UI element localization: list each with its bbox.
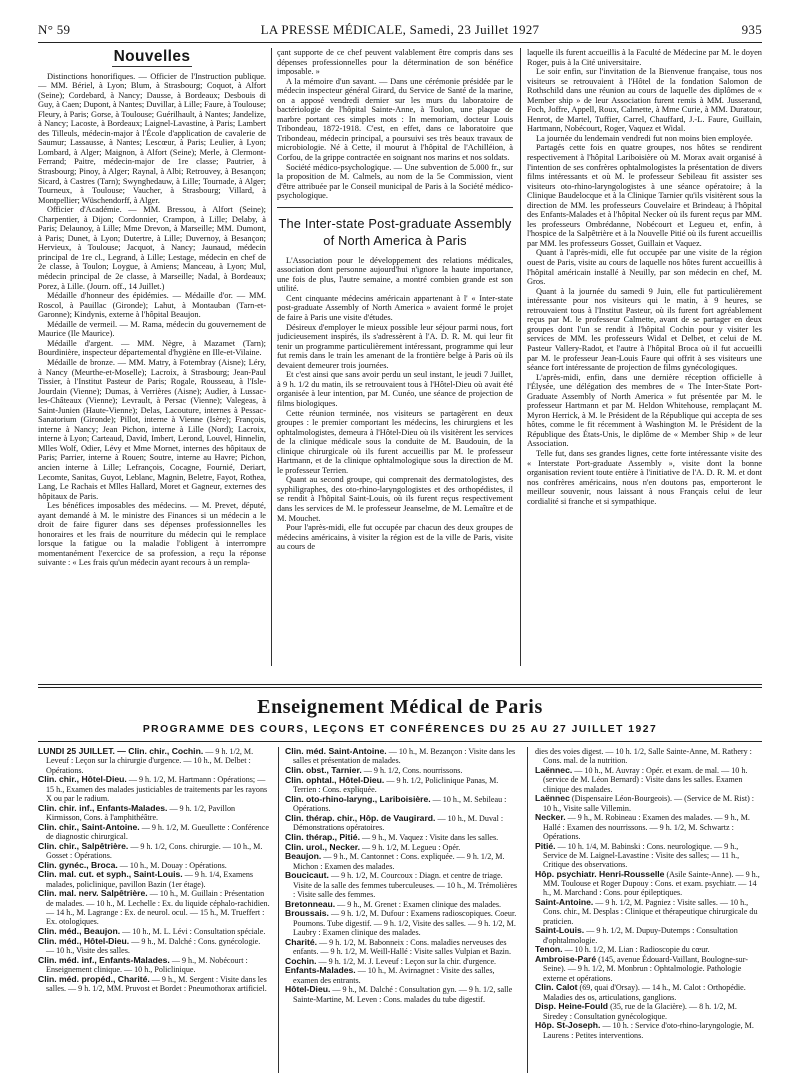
paragraph-societe-medico-psychologique: Société médico-psychologique. — Une subvention de 5.000 fr., sur la proposition de M. Calmels, au nom de la 5e Commission, vient d'être attribuée par le Conseil municipal de Paris à la Société médico-psychologique. [277, 162, 513, 201]
schedule-entry [285, 909, 520, 937]
course-details: — 9 h. 1/2, M. Courcoux : Diagn. et centre de triage. Visite de la salle des femmes tuberculeuses. — 10 h., M. Trémolières : Visite salle des femmes. [293, 871, 518, 899]
schedule-entry [38, 975, 270, 994]
course-details: — 9 h. 1/2, M. Gueullette : Conférence de diagnostic chirurgical. [46, 822, 269, 841]
column-divider [278, 747, 279, 1073]
course-name: Clin. Calot [535, 982, 578, 993]
schedule-entry [38, 870, 270, 889]
course-name: Clin. urol., Necker. [285, 841, 360, 852]
course-details: — 9 h., M. Cantonnet : Cons. expliquée. — 9 h. 1/2, M. Michon : Examen des malades. [293, 852, 505, 871]
course-details: — 9 h. 1/2, M. Dupuy-Dutemps : Consultation d'ophtalmologie. [543, 926, 738, 945]
schedule-column-1 [38, 747, 270, 1073]
course-name: Cochin. [285, 955, 317, 966]
section-rule [38, 741, 762, 742]
schedule-entry [535, 766, 762, 794]
course-name: Clin. méd. Saint-Antoine. [285, 747, 387, 756]
course-details: — 9 h. 1/2, Cons. chirurgie. — 10 h., M. Gosset : Opérations. [46, 841, 263, 860]
schedule-entry [285, 938, 520, 957]
course-name: Clin. obst., Tarnier. [285, 765, 362, 775]
course-name: Clin. chir., Saint-Antoine. [38, 821, 140, 832]
course-name: Hôp. St-Joseph. [535, 1020, 601, 1031]
schedule-entry [535, 1021, 762, 1040]
course-details: dies des voies digest. — 10 h. 1/2, Salle Sainte-Anne, M. Rathery : Cons. mal. de la nutrition. [535, 747, 752, 766]
paragraph-continued: çant supporte de ce chef peuvent valablement être compris dans ses dépenses professionnelles pour la détermination de son bénéfice imposable. » [277, 48, 513, 77]
paragraph-benefices: Les bénéfices imposables des médecins. — M. Prevet, député, ayant demandé à M. le ministre des Finances si un médecin a le droit de faire figurer dans ses dépenses professionnelles les honoraires et les frais de nourriture du médecin qui le remplace lorsque la fatigue ou la maladie l'obligent à interrompre momentanément l'exercice de sa profession, a reçu la réponse suivante : « Les frais qu'un médecin ayant recours à un rempla- [38, 501, 266, 568]
course-name: Clin. thérap., Pitié. [285, 831, 360, 842]
paragraph-article: Le soir enfin, sur l'invitation de la Bienvenue française, tous nos visiteurs se retrouvaient à l'Hôtel de la fondation Salomon de Rothschild dans une réunion au cours de laquelle des diplômes de « Member ship » de leur Association furent remis à MM. Jusserand, Foch, Joffre, Appell, Roux, Calmette, à Mme Curie, à MM. Duratour, Henrot, de Martel, Tuffier, Carrel, Chauffard, J.-L. Faure, Guillain, Hartmann, Nobécourt, Roger, Vaquez et Widal. [527, 67, 762, 134]
schedule-entry [38, 747, 270, 775]
section-title-nouvelles: Nouvelles [113, 48, 191, 65]
paragraph-article: La journée du lendemain vendredi fut non moins bien employée. [536, 133, 753, 143]
course-name: Hôp. psychiatr. Henri-Rousselle [535, 868, 665, 879]
course-details: — 9 h., M. Sergent : Visite dans les salles. — 9 h. 1/2, MM. Pruvost et Bordet : Pneumothorax artificiel. [46, 974, 267, 993]
course-details: — 9 h. 1/2, M. Hartmann : Opérations; — 15 h., Examen des malades justiciables de traitements par les rayons X ou par le radium. [46, 775, 268, 803]
column-divider [271, 48, 272, 666]
course-name: Broussais. [285, 908, 329, 919]
schedule-entry [285, 966, 520, 985]
paragraph-article: Désireux d'employer le mieux possible leur séjour parmi nous, fort judicieusement inspirés, ils s'adressèrent à l'A. D. R. M. qui leur fit tenir un programme particulièrement intéressant, programme qui leur fut remis dans le train les amenant de la frontière belge à Paris où ils devaient demeurer trois journées. [277, 322, 513, 370]
course-details: (35, rue de la Glacière). — 8 h. 1/2, M. Siredey : Consultation gynécologique. [543, 1002, 737, 1021]
course-details: — 9 h. 1/2, M. J. Leveuf : Leçon sur la chir. d'urgence. [318, 956, 497, 966]
course-name: Clin. méd. inf., Enfants-Malades. [38, 954, 170, 965]
course-details: — 9 h. 1/2, Cons. nourrissons. [363, 766, 463, 775]
column-divider [520, 48, 521, 666]
paragraph-article: Partagés cette fois en quatre groupes, nos hôtes se rendirent respectivement à l'hôpital Lariboisière où M. Morax avait organisé à l'intention de ses confrères ophtalmologistes la présentation de divers films intéressants et où M. le professeur Sebileau fit assister ses visiteurs oto-rhino-laryngologistes à une séance opératoire; à la Clinique Baudelocque et à la Clinique Tarnier qu'ils visitèrent sous la direction de MM. les professeurs Couvelaire et Brindeau; à l'hôpital des Enfants-Malades et à l'hôpital Necker où ils furent reçus par MM. les professeurs Ombrédanne, Nobécourt et Legueu et, enfin, à l'hospice de la Salpêtrière et à la Nouvelle Pitié où ils furent accueillis par MM. les professeurs Gosset, Guillain et Vaquez. [527, 143, 762, 248]
paragraph-medaille-vermeil: Médaille de vermeil. — M. Rama, médecin du gouvernement de Maurice (Ile Maurice). [38, 319, 266, 339]
course-details: — 9 h., M. Robineau : Examen des malades. — 9 h., M. Hallé : Examen des nourrissons. — 9 h. 1/2, M. Schwartz : Opérations. [543, 813, 750, 841]
paragraph-medaille-argent: Médaille d'argent. — MM. Nègre, à Mazamet (Tarn); Bourdinière, inspecteur départemental d'hygiène en Ille-et-Vilaine. [38, 338, 266, 358]
course-details: — 9 h., M. Vaquez : Visite dans les salles. [362, 832, 499, 842]
course-details: — 9 h. 1/4, Examens malades, policlinique, pavillon Bazin (1er étage). [46, 870, 254, 889]
journal-title: LA PRESSE MÉDICALE, Samedi, 23 Juillet 1927 [260, 22, 540, 37]
schedule-entry [38, 842, 270, 861]
schedule-entry [535, 842, 762, 870]
course-details: — 9 h., M. Dalché : Cons. gynécologie. — 10 h., Visite des salles. [46, 936, 261, 955]
paragraph-medaille-or: Médaille d'honneur des épidémies. — Médaille d'or. — MM. Roscol, à Pauillac (Gironde); Lahut, à Montauban (Tarn-et-Garonne); Kindynis, externe à l'hôpital Beaujon. [38, 291, 266, 320]
course-name: Hôtel-Dieu. [285, 984, 331, 995]
course-details: — 10 h., M. Guillain : Présentation de malades. — 10 h., M. Lechelle : Ex. du liquide céphalo-rachidien. — 14 h., M. Lagrange : Ex. de neurol. ocul. — 15 h., M. Trueffert : Ex. otologiques. [46, 889, 270, 926]
schedule-entry [38, 775, 270, 803]
course-name: Ambroise-Paré [535, 954, 597, 964]
course-name: Charité. [285, 936, 317, 947]
course-name: Bretonneau. [285, 898, 336, 909]
course-name: Disp. Heine-Fould [535, 1001, 609, 1012]
course-details: (145, avenue Édouard-Vaillant, Boulogne-sur-Seine). — 9 h. 1/2, M. Monbrun : Ophtalmologie. Pathologie externe et opérations. [543, 955, 748, 983]
course-name: Pitié. [535, 840, 556, 851]
course-name: Necker. [535, 812, 566, 823]
course-name: Clin. chir., Salpêtrière. [38, 840, 129, 851]
paragraph-memoire-savant: A la mémoire d'un savant. — Dans une cérémonie présidée par le médecin inspecteur général Girard, du Service de Santé de la marine, on a apposé vendredi dernier sur les murs du laboratoire de bactériologie de l'hôpital Sainte-Anne, à Toulon, une plaque de marbre portant ces simples mots : In memoriam, docteur Louis Tribondeau, 1872-1918. C'est, en effet, dans ce laboratoire que Tribondeau, médecin principal, a poursuivi ses très beaux travaux de microbiologie. Né à Cette, il mourut à l'hôpital de l'Achilléion, à Corfou, de la grippe contractée en soignant nos marins et nos soldats. [277, 76, 513, 163]
column-divider [527, 747, 528, 1073]
course-details: — 9 h. 1/2, Policlinique Panas, M. Terrien : Cons. expliquée. [293, 775, 499, 794]
schedule-entry [535, 955, 762, 983]
header-rule [38, 42, 762, 43]
schedule-entry [535, 747, 762, 766]
course-name: Clin. méd. propéd., Charité. [38, 973, 150, 984]
course-details: — 9 h. 1/2, Pavillon Kirmisson, Cons. à l'amphithéâtre. [46, 803, 236, 822]
course-details: — 9 h., M. Dalché : Consultation gyn. — 9 h. 1/2, salle Sainte-Martine, M. Leven : Cons. malades du tube digestif. [293, 985, 513, 1004]
course-name: Clin. mal. nerv. Salpêtrière. [38, 888, 148, 899]
schedule-entry [285, 985, 520, 1004]
course-name: Tenon. [535, 944, 563, 955]
paragraph-officier-academie: Officier d'Académie. — MM. Bressou, à Alfort (Seine); Charpentier, à Dijon; Cordonnier, Crampon, à Lille; Delaby, à Paris; Delaunoy, à Lille; Mme Drevon, à Marseille; MM. Dumont, à Paris; Dunet, à Lyon; Dutertre, à Lille; Duvernoy, à Besançon; Hervieux, à Toulouse; Jacquot, à Nancy; Jaunaud, médecin principal de 1re cl., Legrand, à Lille; Lestage, médecin en chef de 2e classe, à Toulon; Loygue, à Amiens; Manceau, à Lyon; Mul, médecin principal de 2e classe, à Marseille; Nadal, à Bordeaux; Porez, à Lille. (Journ. off., 14 Juillet.) [38, 205, 266, 291]
course-details: — 10 h., M. Duval : Démonstrations opératoires. [293, 813, 504, 832]
schedule-entry [535, 870, 762, 898]
section-rule [38, 687, 762, 688]
paragraph-article: Cent cinquante médecins américain appartenant à l' « Inter-state post-graduate Assembly of North America » avaient formé le projet de faire à Paris une visite d'études. [277, 293, 513, 323]
paragraph-article: Quant au second groupe, qui comprenait des dermatologistes, des syphiligraphes, des oto-rhino-laryngologistes et des orthopédistes, il se rendit à l'hôpital Saint-Louis, où ils furent reçus respectivement dans les services de M. le professeur Jeanselme, de M. Lemaître et de M. Mouchet. [277, 475, 513, 523]
schedule-entry [285, 747, 520, 766]
course-details: (Asile Sainte-Anne). — 9 h., MM. Toulouse et Roger Dupouy : Cons. et exam. psychiatr. — 14 h., M. Marchand : Cons. pour épileptiques. [543, 869, 760, 898]
course-name: Clin. chir. inf., Enfants-Malades. [38, 802, 168, 813]
schedule-column-2 [285, 747, 520, 1073]
schedule-entry [535, 1002, 762, 1021]
paragraph-article: Pour l'après-midi, elle fut occupée par chacun des deux groupes de médecins américains, à visiter la région est de la ville de Paris, visite au cours de [277, 523, 513, 552]
course-details: — 10 h. 1/4, M. Babinski : Cons. neurologique. — 9 h., Service de M. Laignel-Lavastine : Visite des salles; — 11 h., Critique des observations. [543, 841, 740, 869]
page-number: 935 [741, 22, 762, 37]
schedule-entry [285, 814, 520, 833]
schedule-entry [285, 852, 520, 871]
course-details: — 9 h., M. Nobécourt : Enseignement clinique. — 10 h., Policlinique. [46, 955, 248, 974]
schedule-entry [535, 926, 762, 945]
paragraph-medaille-bronze: Médaille de bronze. — MM. Matry, à Fotembray (Aisne); Léry, à Nancy (Meurthe-et-Moselle); Lacroix, à Strasbourg; Jean-Paul Tissier, à l'Institut Pasteur de Paris; Rogale, Rousseau, à l'Isle-Jourdain (Vienne); Dumas, à Verrières (Aisne); Audier, à Lussac-les-Châteaux (Vienne); Levrault, à Persac (Vienne); Valegeas, à Saint-Junien (Haute-Vienne); Delas, Lacouture, internes à Pessac-Sanatorium (Gironde); Pillot, interne à Vienne (Isère); François, interne à Nancy; Jean Pichon, interne à Lille (Nord); Lacroix, interne à Lyon; Carteaud, David, Imbert, Lerond, Louvel, Hinnelin, Mlles Wolf, Odier, Lévy et Mme Mornet, internes des hôpitaux de Paris; Parrier, interne à Rouen; Soutre, interne au Havre; Pichon, ancien interne à Lille; Lefrançois, Cocagne, Fournié, Deriart, Lecomte, Sanitas, Guyot, Leblanc, Magnin, Beletre, Fayot, Rothea, Lang, Le Rachais et Mlles Hallard, Moret et Gagneur, externes des hôpitaux de Paris. [38, 357, 266, 501]
schedule-entry [535, 794, 762, 813]
column-nouvelles [38, 48, 266, 668]
schedule-entry [38, 889, 270, 926]
course-details: — 10 h. 1/2, M. Lian : Radioscopie du cœur. [564, 945, 710, 955]
column-two [277, 48, 513, 668]
page-header [38, 22, 762, 42]
schedule-entry [285, 795, 520, 814]
issue-number: N° 59 [38, 22, 71, 37]
course-name: Clin. ophtal., Hôtel-Dieu. [285, 774, 385, 785]
course-name: Clin. gynéc., Broca. [38, 859, 118, 870]
section-rule [38, 684, 762, 685]
column-three [527, 48, 762, 668]
course-name: Clin. méd., Beaujon. [38, 925, 121, 936]
schedule-entry [38, 937, 270, 956]
course-name: Enfants-Malades. [285, 965, 356, 976]
course-details: — 10 h., M. Auvray : Opér. et exam. de mal. — 10 h. (service de M. Léon Bernard) : Visite dans les salles. Examen clinique des malades. [543, 766, 748, 794]
schedule-entry [285, 776, 520, 795]
program-subtitle: PROGRAMME DES COURS, LEÇONS ET CONFÉRENCES DU 25 AU 27 JUILLET 1927 [142, 724, 658, 735]
course-name: Laënnec. [535, 765, 573, 775]
paragraph-distinctions: Distinctions honorifiques. — Officier de l'Instruction publique. — MM. Bériel, à Lyon; Blum, à Strasbourg; Coquot, à Alfort (Seine); Cordebard, à Nancy; Dausse, à Bordeaux; Desbouis di Guy, à Caen; Dupont, à Nantes; Duvillar, à Lille; Faure, à Toulouse; Fleury, à Paris; Gorse, à Toulouse; Guérilhault, à Nantes; Jandelize, à Nancy; Lacoste, à Bordeaux; Laignel-Lavastine, à Paris; Lambert des Tilleuls, médecin-major à l'École d'application de cavalerie de Saumur; Lassausse, à Nantes; Lescœur, à Paris; Leulier, à Lyon; Lombard, à Alger; Maignon, à Alfort (Seine); Merle, à Clermont-Ferrand; Paitre, médecin-major de 1re classe; Pautrier, à Strasbourg; Pinoy, à Alger; Raynal, à Albi; Retrouvey, à Besançon; Sicard, à Castres (Tarn); Swynghedauw, à Lille; Tournade, à Alger; Tourneux, à Toulouse; Vaucher, à Strasbourg; Villard, à Montpellier; Wüschendorff, à Alger. [38, 71, 266, 205]
course-name: Clin. chir., Hôtel-Dieu. [38, 774, 127, 785]
course-details: — 9 h. 1/2, M. Dufour : Examens radioscopiques. Coeur. Poumons. Tube digestif. — 9 h. 1/2, Visite des salles. — 9 h. 1/2, M. Laubry : Examen clinique des malades. [293, 909, 517, 937]
course-details: — 10 h., M. L. Lévi : Consultation spéciale. [122, 926, 266, 936]
course-name: Beaujon. [285, 851, 322, 862]
enseignement-title: Enseignement Médical de Paris [257, 696, 543, 718]
paragraph-article: L'Association pour le développement des relations médicales, association dont personne aujourd'hui n'ignore la haute importance, une fois de plus, l'autre semaine, a montré combien grande est son utilité. [277, 255, 513, 294]
paragraph-article: Quant à l'après-midi, elle fut occupée par une visite de la région ouest de Paris, visite au cours de laquelle nos hôtes furent accueillis à l'hôpital américain installé à Neuilly, par son médecin en chef, M. Gros. [527, 248, 762, 287]
course-details: — 10 h., M. Douay : Opérations. [119, 860, 227, 870]
paragraph-article: Cette réunion terminée, nos visiteurs se partagèrent en deux groupes : le premier comportant les médecins, les chirurgiens et les ophtalmologistes, demeura à l'Hôtel-Dieu où ils visitèrent les services de la clinique médicale sous la conduite de M. Baudouin, de la clinique chirurgicale où ils furent accueillis par M. le professeur Hartmann, et de la clinique ophtalmologique sous la direction de M. le professeur Terrien. [277, 408, 513, 475]
course-name: Clin. thérap. chir., Hôp. de Vaugirard. [285, 812, 436, 823]
course-details: — 9 h. 1/2, M. Pagniez : Visite salles. — 10 h., Cons. chir., M. Desplas : Clinique et thérapeutique chirurgicale du praticien. [543, 898, 758, 926]
course-name: LUNDI 25 JUILLET. — Clin. chir., Cochin. [38, 747, 204, 756]
course-name: Clin. oto-rhino-laryng., Lariboisière. [285, 793, 431, 804]
schedule-entry [38, 956, 270, 975]
course-name: Saint-Louis. [535, 925, 585, 936]
course-name: Clin. mal. cut. et syph., Saint-Louis. [38, 869, 183, 880]
course-details: — 10 h. : Service d'oto-rhino-laryngologie, M. Laurens : Petites interventions. [543, 1021, 754, 1040]
course-details: — 9 h. 1/2, M. Babonneix : Cons. maladies nerveuses des enfants. — 9 h. 1/2, M. Weill-Hallé : Visite salles Vulpian et Bazin. [293, 937, 511, 956]
schedule-column-3 [535, 747, 762, 1073]
title-underline [112, 66, 192, 67]
paragraph-article: Et c'est ainsi que sans avoir perdu un seul instant, le jeudi 7 Juillet, à 9 h. 1/2 du matin, ils se retrouvaient tous à l'Hôtel-Dieu où avait été organisée à leur intention, par M. Cunéo, une séance de projection de films biologiques. [277, 370, 513, 408]
course-details: — 10 h., M. Sebileau : Opérations. [293, 794, 507, 813]
course-details: — 10 h., M. Bezançon : Visite dans les salles et présentation de malades. [293, 747, 516, 766]
paragraph-continued: laquelle ils furent accueillis à la Faculté de Médecine par M. le doyen Roger, puis à la Cité universitaire. [527, 48, 762, 67]
section-rule [277, 207, 513, 208]
course-details: — 9 h. 1/2, M. Legueu : Opér. [362, 842, 461, 852]
schedule-entry [285, 871, 520, 899]
paragraph-article: L'après-midi, enfin, dans une dernière réception officielle à l'Élysée, une délégation des membres de « The Inter-State Port-Graduate Assembly of North America » fut présentée par M. le professeur Hartmann et par M. Heldon Whitehouse, remplaçant M. Myron Herrick, à M. le Président de la République qui accepta de ses hôtes, comme le fit récemment à Washington M. le Président de la République des États-Unis, le diplôme de « Member Ship » de leur Association. [527, 372, 762, 449]
course-details: (69, quai d'Orsay). — 14 h., M. Calot : Orthopédie. Maladies des os, articulations, ganglions. [543, 983, 746, 1002]
section-title-interstate: The Inter-state Post-graduate Assembly of North America à Paris [278, 215, 512, 248]
course-details: (Dispensaire Léon-Bourgeois). — (Service de M. Rist) : 10 h., Visite salle Villemin. [543, 794, 755, 813]
paragraph-article: Quant à la journée du samedi 9 Juin, elle fut particulièrement intéressante pour nos visiteurs qui le matin, à 9 heures, se retrouvaient tous à l'Institut Pasteur, où ils furent fort agréablement reçus par M. le professeur Calmette, avant de se partager en deux groupes dont l'un se rendit à l'hôpital Cochin pour y visiter les services de MM. les professeurs Widal et Delbet, et celui de M. Pasteur Vallery-Radot, et l'autre à l'hôpital Broca où il fut accueilli par M. le professeur Jean-Louis Faure qui offrit à ses visiteurs une séance fort intéressante de projection de films gynécologiques. [527, 286, 762, 373]
course-details: — 9 h. 1/2, M. Leveuf : Leçon sur la chirurgie d'urgence. — 10 h., M. Delbet : Opérations. [46, 747, 254, 775]
course-details: — 10 h., M. Avirnagnet : Visite des salles, examen des entrants. [293, 966, 495, 985]
course-name: Boucicaut. [285, 870, 329, 881]
course-name: Laënnec [535, 793, 570, 804]
schedule-entry [38, 804, 270, 823]
paragraph-article: Telle fut, dans ses grandes lignes, cette forte intéressante visite des « Interstate Port-graduate Assembly », visite dont la bonne organisation revient toute entière à l'initiative de l'A. D. R. M. et dont nos confrères américains, nous n'en doutons pas, emporteront le meilleur souvenir, nous laissant à nous Français celui de leur cordialité si franche et si sympathique. [527, 448, 762, 506]
course-name: Clin. méd., Hôtel-Dieu. [38, 935, 130, 946]
schedule-entry [535, 813, 762, 841]
schedule-entry [535, 983, 762, 1002]
course-name: Saint-Antoine. [535, 897, 594, 907]
schedule-entry [535, 898, 762, 926]
course-details: — 9 h., M. Grenet : Examen clinique des malades. [337, 899, 502, 909]
schedule-entry [38, 823, 270, 842]
